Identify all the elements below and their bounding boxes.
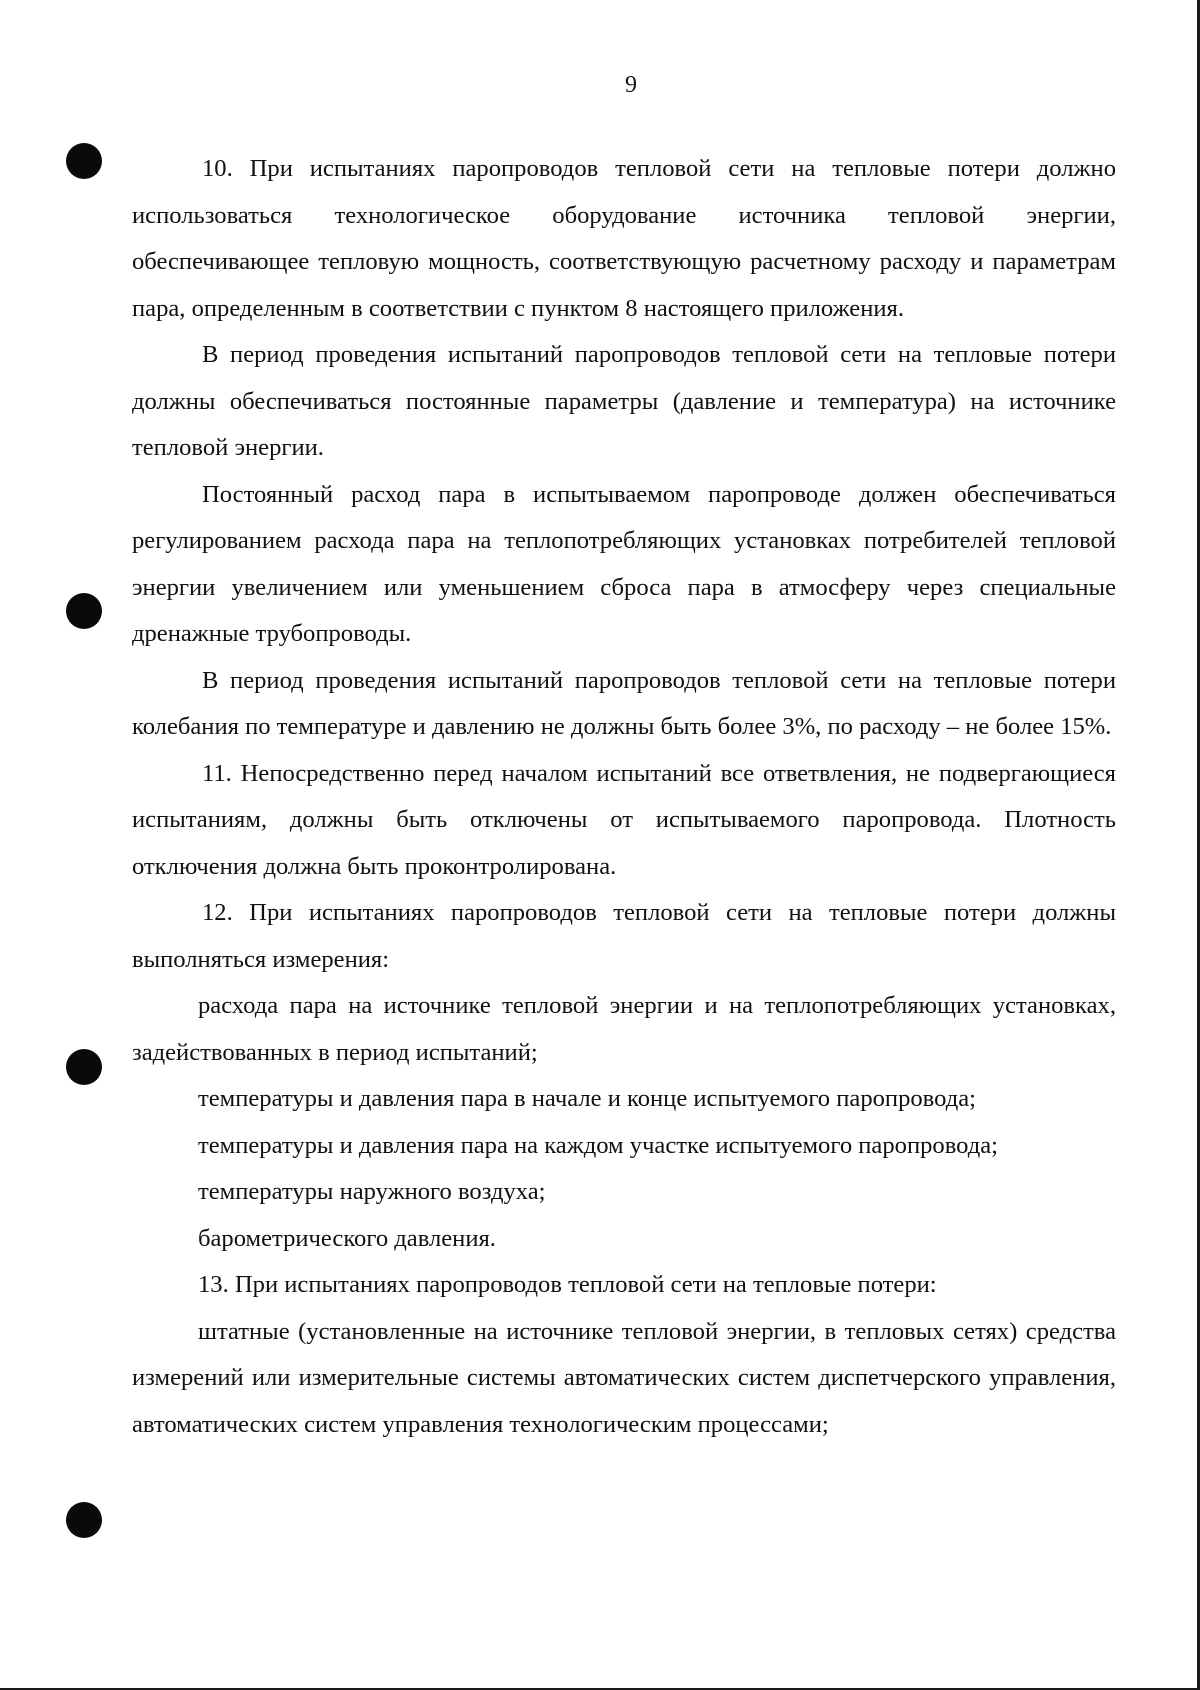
list-item: температуры и давления пара в начале и конце испытуемого паропровода;: [198, 1085, 976, 1112]
list-item: температуры и давления пара на каждом участке испытуемого паропровода;: [198, 1131, 998, 1159]
punch-hole-4: [66, 1502, 102, 1538]
paragraph-steam-flow: Постоянный расход пара в испытываемом паропроводе должен обеспечиваться регулированием расхода пара на теплопотребляющих установках потребителей тепловой энергии увеличением или уменьшением сброса пара в атмосферу через специальные дренажные трубопроводы.: [132, 480, 1116, 647]
punch-hole-2: [66, 593, 102, 629]
document-body: [132, 146, 1116, 1448]
paragraph-fluctuation-limits: В период проведения испытаний паропроводов тепловой сети на тепловые потери колебания по температуре и давлению не должны быть более 3%, по расходу – не более 15%.: [132, 666, 1116, 740]
paragraph-item-11: 11. Непосредственно перед началом испытаний все ответвления, не подвергающиеся испытаниям, должны быть отключены от испытываемого паропровода. Плотность отключения должна быть проконтролирована.: [132, 759, 1116, 880]
list-item: барометрического давления.: [198, 1224, 496, 1252]
punch-hole-3: [66, 1049, 102, 1085]
list-item: расхода пара на источнике тепловой энергии и на теплопотребляющих установках, задействованных в период испытаний;: [132, 992, 1116, 1066]
paragraph-item-13: 13. При испытаниях паропроводов тепловой сети на тепловые потери:: [198, 1271, 937, 1298]
paragraph-item-12: 12. При испытаниях паропроводов тепловой сети на тепловые потери должны выполняться измерения:: [132, 899, 1116, 973]
paragraph-test-parameters: В период проведения испытаний паропроводов тепловой сети на тепловые потери должны обеспечиваться постоянные параметры (давление и температура) на источнике тепловой энергии.: [132, 341, 1116, 461]
paragraph-standard-instruments: штатные (установленные на источнике тепловой энергии, в тепловых сетях) средства измерений или измерительные системы автоматических систем диспетчерского управления, автоматических систем управления технологическим процессами;: [132, 1317, 1116, 1438]
list-item: температуры наружного воздуха;: [198, 1178, 546, 1205]
punch-hole-1: [66, 143, 102, 179]
page-number: 9: [625, 72, 637, 98]
paragraph-item-10: 10. При испытаниях паропроводов тепловой сети на тепловые потери должно использоваться технологическое оборудование источника тепловой энергии, обеспечивающее тепловую мощность, соответствующую расчетному расходу и параметрам пара, определенным в соответствии с пунктом 8 настоящего приложения.: [132, 155, 1116, 322]
